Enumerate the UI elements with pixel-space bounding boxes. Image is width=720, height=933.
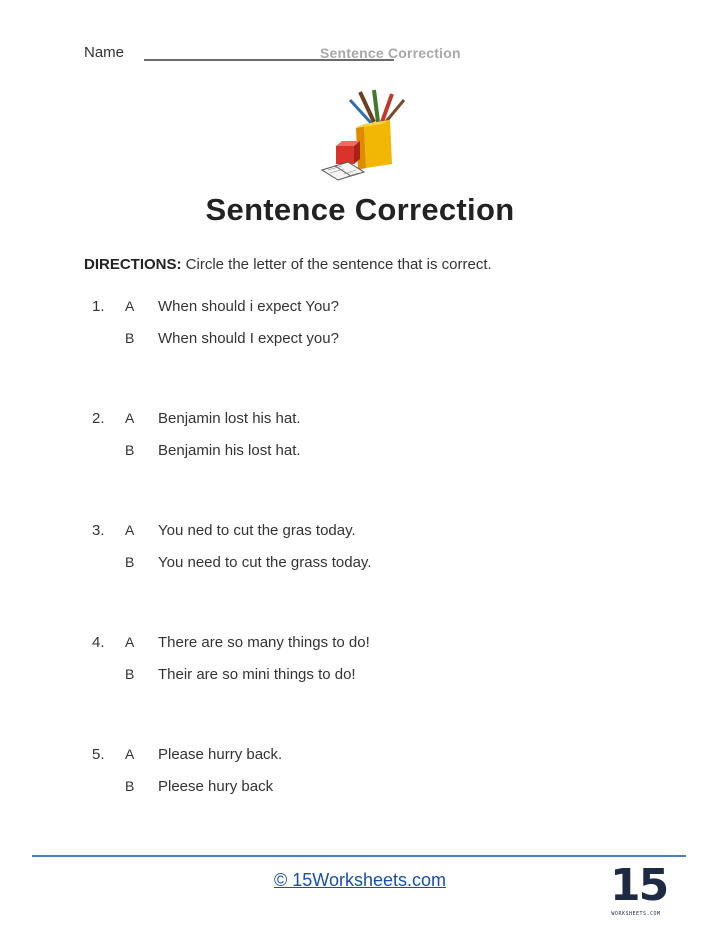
- logo-number: 15: [610, 860, 668, 911]
- option-a-letter: A: [125, 522, 135, 538]
- pencil-cup-and-book-icon: [312, 84, 412, 184]
- option-b-letter: B: [125, 666, 135, 682]
- question-1: [84, 298, 644, 368]
- option-b-sentence: Pleese hury back: [158, 778, 274, 795]
- question-2: [84, 410, 644, 480]
- option-b-sentence: You need to cut the grass today.: [158, 554, 372, 571]
- option-b-sentence: Their are so mini things to do!: [158, 666, 356, 683]
- option-a-sentence: Please hurry back.: [158, 746, 283, 763]
- header: [84, 43, 644, 67]
- option-a-sentence: When should i expect You?: [158, 298, 339, 315]
- option-a-sentence: You ned to cut the gras today.: [158, 522, 356, 539]
- directions: [84, 256, 492, 273]
- directions-text: Circle the letter of the sentence that is correct.: [185, 256, 492, 273]
- option-a-sentence: There are so many things to do!: [158, 634, 370, 651]
- option-b-letter: B: [125, 554, 135, 570]
- option-b-letter: B: [125, 330, 135, 346]
- question-number: 5.: [92, 746, 105, 763]
- question-number: 2.: [92, 410, 105, 427]
- logo-text: WORKSHEETS.COM: [611, 911, 661, 917]
- option-a-letter: A: [125, 410, 135, 426]
- option-a-letter: A: [125, 746, 135, 762]
- 15worksheets-logo-icon: [604, 862, 668, 922]
- option-b-letter: B: [125, 778, 135, 794]
- question-3: [84, 522, 644, 592]
- option-a-letter: A: [125, 634, 135, 650]
- question-5: [84, 746, 644, 816]
- question-number: 1.: [92, 298, 105, 315]
- page-title: Sentence Correction: [205, 192, 515, 227]
- option-b-letter: B: [125, 442, 135, 458]
- option-a-sentence: Benjamin lost his hat.: [158, 410, 301, 427]
- footer-rule: [32, 855, 686, 857]
- option-a-letter: A: [125, 298, 135, 314]
- option-b-sentence: Benjamin his lost hat.: [158, 442, 301, 459]
- name-label: Name: [84, 44, 125, 61]
- question-number: 4.: [92, 634, 105, 651]
- option-b-sentence: When should I expect you?: [158, 330, 339, 347]
- header-title: Sentence Correction: [320, 45, 461, 61]
- directions-label: DIRECTIONS:: [84, 256, 182, 273]
- footer-link[interactable]: © 15Worksheets.com: [274, 870, 446, 890]
- question-number: 3.: [92, 522, 105, 539]
- question-4: [84, 634, 644, 704]
